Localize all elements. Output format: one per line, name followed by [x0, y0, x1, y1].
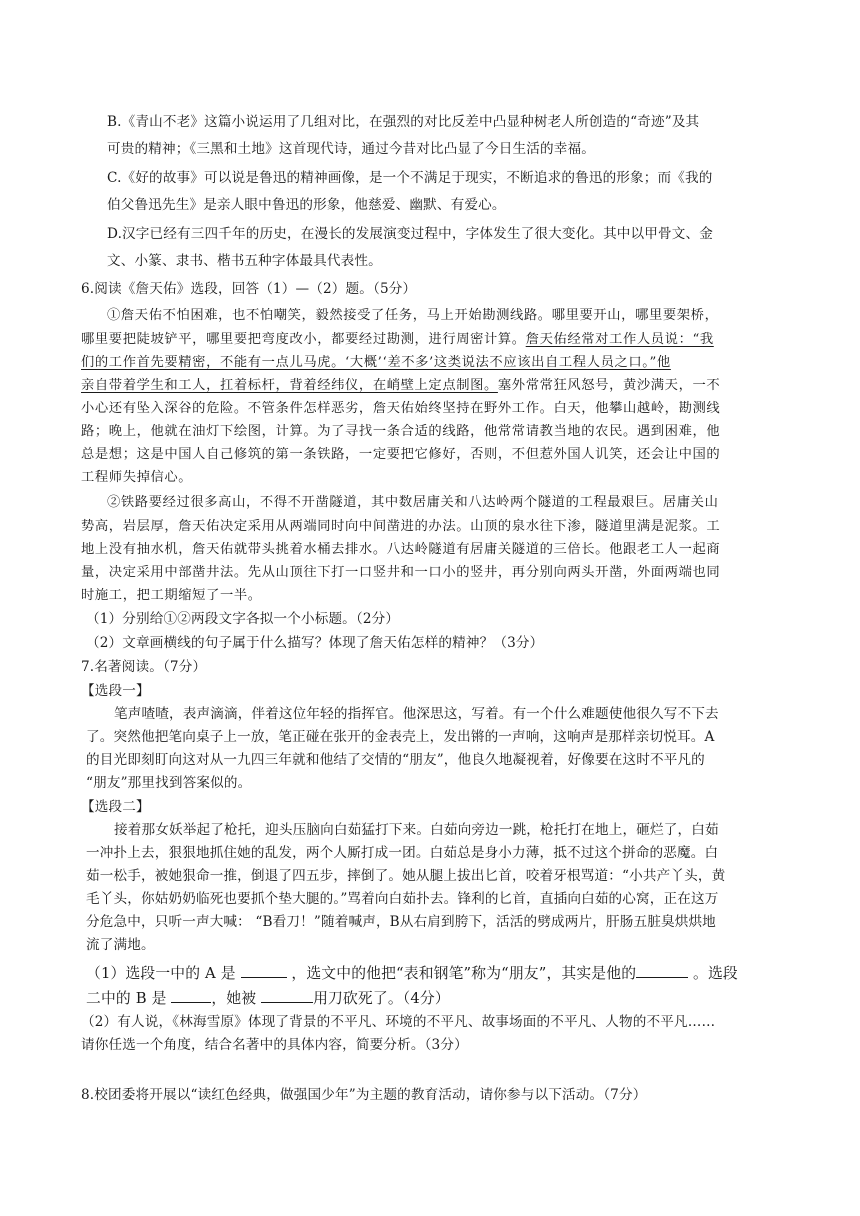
- q7-excerpt-line: 流了满地。: [86, 937, 155, 953]
- q7-sub1-text: ，选文中的他把“表和钢笔”称为“朋友”，其实是他的: [291, 965, 637, 982]
- q6-passage-line: 总是想；这是中国人自己修筑的第一条铁路，一定要把它修好，否则，不但惹外国人讥笑，还会让中国的: [81, 447, 721, 462]
- q6-passage-line: 时施工，把工期缩短了一半。: [81, 588, 262, 603]
- option-c-line-2: 伯父鲁迅先生》是亲人眼中鲁迅的形象，他慈爱、幽默、有爱心。: [107, 197, 506, 213]
- q6-passage-line: 地上没有抽水机，詹天佑就带头挑着水桶去排水。八达岭隧道有居庸关隧道的三倍长。他跟老工人一起商: [81, 542, 721, 557]
- q7-excerpt-line: 毛丫头，你姑奶奶临死也要抓个垫大腿的。”骂着向白茹扑去。锋利的匕首，直插向白茹的心窝，正在这万: [86, 891, 719, 907]
- q6-title: 6.阅读《詹天佑》选段，回答（1）—（2）题。（5分）: [81, 281, 417, 297]
- q7-excerpt-line: “朋友”那里找到答案似的。: [86, 775, 252, 791]
- option-b-line-1: B.《青山不老》这篇小说运用了几组对比，在强烈的对比反差中凸显种树老人所创造的“奇迹”及其: [107, 114, 700, 130]
- q6-passage-text: 哪里要把陡坡铲平，哪里要把弯度改小，都要经过勘测，进行周密计算。: [81, 332, 526, 347]
- option-b-line-2: 可贵的精神；《三黑和土地》这首现代诗，通过今昔对比凸显了今日生活的幸福。: [107, 141, 595, 157]
- option-d-line-1: D.汉字已经有三四千年的历史，在漫长的发展演变过程中，字体发生了很大变化。其中以甲骨文、金: [107, 226, 714, 242]
- option-d-line-2: 文、小篆、隶书、楷书五种字体最具代表性。: [107, 253, 382, 269]
- q7-excerpt-line: 的目光即刻盯向这对从一九四三年就和他结了交情的“朋友”，他良久地凝视着，好像要在这时不平凡的: [86, 752, 705, 768]
- q6-passage-line: ②铁路要经过很多高山，不得不开凿隧道，其中数居庸关和八达岭两个隧道的工程最艰巨。居庸关山: [107, 495, 719, 510]
- q6-passage-line: 工程师失掉信心。: [81, 470, 193, 485]
- q7-excerpt-line: 分危急中，只听一声大喊： “B看刀！”随着喊声，B从右肩到胯下，活活的劈成两片，肝肠五脏臭烘烘地: [86, 914, 716, 930]
- q7-sub1-text: 用刀砍死了。（4分）: [313, 990, 450, 1007]
- answer-blank-b[interactable]: [171, 988, 211, 1003]
- q7-title: 7.名著阅读。（7分）: [81, 659, 207, 675]
- q6-subquestion-2: （2）文章画横线的句子属于什么描写？体现了詹天佑怎样的精神？（3分）: [86, 635, 544, 651]
- q6-passage-line: [81, 328, 714, 347]
- q6-passage-text: 塞外常常狂风怒号，黄沙满天，一不: [497, 378, 721, 393]
- q8-title: 8.校团委将开展以“读红色经典，做强国少年”为主题的教育活动，请你参与以下活动。（7分）: [81, 1087, 647, 1103]
- answer-blank-friend[interactable]: [636, 963, 688, 978]
- q7-excerpt-line: 笔声喳喳，表声滴滴，伴着这位年轻的指挥官。他深思这，写着。有一个什么难题使他很久写不下去: [114, 706, 719, 722]
- q6-underlined-sentence: 们的工作首先要精密，不能有一点儿马虎。‘大概’‘差不多’这类说法不应该出自工程人员之口。”他: [81, 355, 671, 370]
- q7-excerpt-line: 了。突然他把笔向桌子上一放，笔正碰在张开的金表壳上，发出锵的一声响，这响声是那样亲切悦耳。A: [86, 729, 715, 745]
- q7-subquestion-1-line-2: [86, 987, 450, 1008]
- q7-excerpt-line: 茹一松手，被她狠命一推，倒退了四五步，摔倒了。她从腿上拔出匕首，咬着牙根骂道：“小共产丫头，黄: [86, 868, 726, 884]
- q7-sub1-text: ，她被: [211, 990, 257, 1007]
- q7-excerpt-line: 接着那女妖举起了枪托，迎头压脑向白茹猛打下来。白茹向旁边一跳，枪托打在地上，砸烂了，白茹: [114, 822, 719, 838]
- answer-blank-a[interactable]: [241, 963, 287, 978]
- q6-passage-line: 量，决定采用中部凿井法。先从山顶往下打一口竖井和一口小的竖井，再分别向两头开凿，外面两端也同: [81, 565, 721, 580]
- q6-underlined-sentence: 亲自带着学生和工人，扛着标杆，背着经纬仪，在峭壁上定点制图。: [81, 378, 498, 393]
- q6-passage-line: 小心还有坠入深谷的危险。不管条件怎样恶劣，詹天佑始终坚持在野外工作。白天，他攀山越岭，勘测线: [81, 401, 721, 416]
- q6-passage-line: [81, 374, 720, 393]
- q6-underlined-sentence: 詹天佑经常对工作人员说：“我: [525, 332, 714, 347]
- q7-sub1-text: 。选段: [693, 965, 738, 982]
- option-c-line-1: C.《好的故事》可以说是鲁迅的精神画像，是一个不满足于现实，不断追求的鲁迅的形象；而《我的: [107, 170, 713, 186]
- q6-passage-line: ①詹天佑不怕困难，也不怕嘲笑，毅然接受了任务，马上开始勘测线路。哪里要开山，哪里要架桥，: [107, 308, 719, 323]
- q7-subquestion-2-line-2: 请你任选一个角度，结合名著中的具体内容，简要分析。（3分）: [81, 1037, 468, 1053]
- q6-passage-line: 路；晚上，他就在油灯下绘图，计算。为了寻找一条合适的线路，他常常请教当地的农民。遇到困难，他: [81, 424, 721, 439]
- answer-blank-killer[interactable]: [261, 988, 313, 1003]
- q7-sub1-text: 二中的 B 是: [86, 990, 167, 1007]
- q7-subquestion-1-line-1: [86, 962, 738, 983]
- q7-section-2-label: 【选段二】: [81, 799, 150, 815]
- q7-sub1-text: （1）选段一中的 A 是: [86, 965, 236, 982]
- q7-section-1-label: 【选段一】: [81, 683, 150, 699]
- q7-excerpt-line: 一冲扑上去，狠狠地抓住她的乱发，两个人厮打成一团。白茹总是身小力薄，抵不过这个拼命的恶魔。白: [86, 845, 719, 861]
- q6-passage-line: 势高，岩层厚，詹天佑决定采用从两端同时向中间凿进的办法。山顶的泉水往下渗，隧道里满是泥浆。工: [81, 519, 721, 534]
- q6-subquestion-1: （1）分别给①②两段文字各拟一个小标题。（2分）: [86, 611, 400, 627]
- q7-subquestion-2-line-1: （2）有人说，《林海雪原》体现了背景的不平凡、环境的不平凡、故事场面的不平凡、人物的不平凡……: [81, 1014, 716, 1030]
